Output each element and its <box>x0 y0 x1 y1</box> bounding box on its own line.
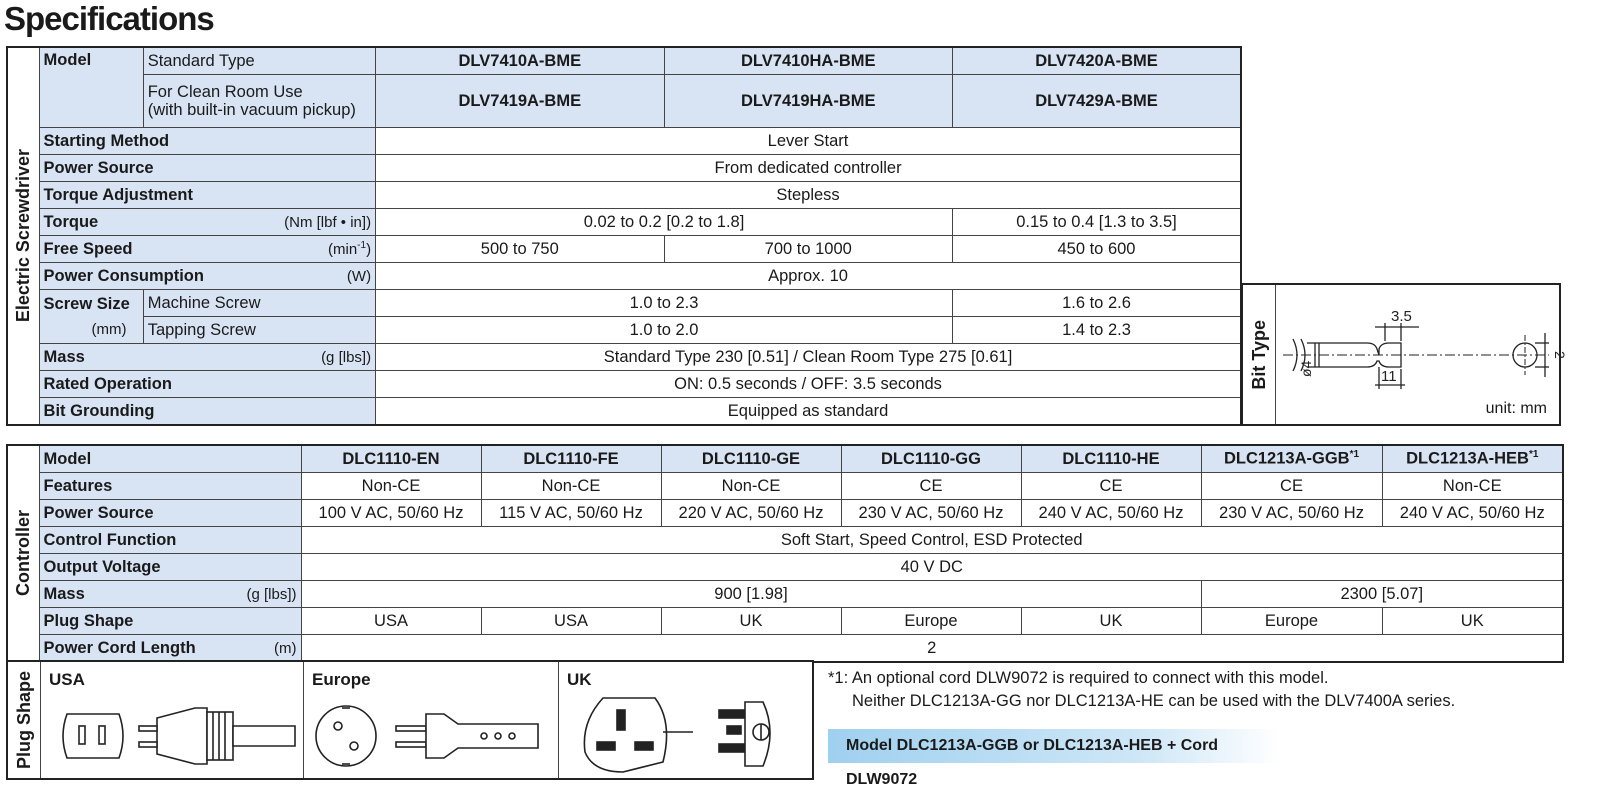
mass-label: Mass (g [lbs]) <box>39 344 376 371</box>
control-function-value: Soft Start, Speed Control, ESD Protected <box>301 527 1563 554</box>
screwdriver-side-label: Electric Screwdriver <box>7 47 39 425</box>
torque-value-b: 0.15 to 0.4 [1.3 to 3.5] <box>952 209 1241 236</box>
controller-model-label: Model <box>39 445 301 473</box>
tapping-screw-value-a: 1.0 to 2.0 <box>376 317 953 344</box>
bit-dim-3-5: 3.5 <box>1391 308 1412 325</box>
torque-label: Torque (Nm [lbf • in]) <box>39 209 376 236</box>
power-source-2: 115 V AC, 50/60 Hz <box>481 500 661 527</box>
plug-uk-cell <box>559 662 812 778</box>
clean-model-1: DLV7419A-BME <box>376 75 664 128</box>
standard-model-2: DLV7410HA-BME <box>664 47 952 75</box>
torque-adjustment-value: Stepless <box>376 182 1241 209</box>
plug-shape-4: Europe <box>841 608 1021 635</box>
controller-mass-label: Mass (g [lbs]) <box>39 581 301 608</box>
uk-plug-icon <box>563 692 803 776</box>
page-title: Specifications <box>4 0 214 37</box>
feature-6: CE <box>1201 473 1382 500</box>
model-label: Model <box>39 47 143 128</box>
feature-3: Non-CE <box>661 473 841 500</box>
controller-model-7: DLC1213A-HEB$^{*1}$ <box>1382 445 1563 473</box>
power-source-3: 220 V AC, 50/60 Hz <box>661 500 841 527</box>
plug-shape-7: UK <box>1382 608 1563 635</box>
power-consumption-value: Approx. 10 <box>376 263 1241 290</box>
mass-value: Standard Type 230 [0.51] / Clean Room Type 275 [0.61] <box>376 344 1241 371</box>
clean-room-label: For Clean Room Use (with built-in vacuum pickup) <box>143 75 375 128</box>
plug-shape-box <box>6 660 814 780</box>
starting-method-label: Starting Method <box>39 128 376 155</box>
bit-type-drawing <box>1279 297 1568 407</box>
plug-europe-name: Europe <box>312 670 371 689</box>
power-source-5: 240 V AC, 50/60 Hz <box>1021 500 1201 527</box>
output-voltage-label: Output Voltage <box>39 554 301 581</box>
plug-shape-5: UK <box>1021 608 1201 635</box>
bit-grounding-label: Bit Grounding <box>39 398 376 426</box>
plug-usa-name: USA <box>49 670 85 689</box>
controller-side-label: Controller <box>7 445 39 662</box>
controller-model-2: DLC1110-FE <box>481 445 661 473</box>
plug-shape-6: Europe <box>1201 608 1382 635</box>
screwdriver-spec-table <box>6 46 1242 426</box>
power-consumption-label: Power Consumption (W) <box>39 263 376 290</box>
free-speed-value-2: 700 to 1000 <box>664 236 952 263</box>
bit-type-label: Bit Type <box>1243 285 1276 424</box>
feature-7: Non-CE <box>1382 473 1563 500</box>
controller-power-source-label: Power Source <box>39 500 301 527</box>
controller-mass-a: 900 [1.98] <box>301 581 1201 608</box>
rated-operation-label: Rated Operation <box>39 371 376 398</box>
plug-shape-side-label: Plug Shape <box>8 662 41 778</box>
free-speed-unit: $(\min^{-1})$ <box>328 240 372 258</box>
machine-screw-label: Machine Screw <box>143 290 375 317</box>
control-function-label: Control Function <box>39 527 301 554</box>
cord-length-value: 2 <box>301 635 1563 663</box>
machine-screw-value-b: 1.6 to 2.6 <box>952 290 1241 317</box>
plug-uk-name: UK <box>567 670 592 689</box>
feature-5: CE <box>1021 473 1201 500</box>
bit-type-box <box>1241 283 1568 426</box>
machine-screw-value-a: 1.0 to 2.3 <box>376 290 953 317</box>
plug-shape-row-label: Plug Shape <box>39 608 301 635</box>
feature-1: Non-CE <box>301 473 481 500</box>
controller-model-5: DLC1110-HE <box>1021 445 1201 473</box>
europe-plug-icon <box>308 696 552 776</box>
starting-method-value: Lever Start <box>376 128 1241 155</box>
power-source-4: 230 V AC, 50/60 Hz <box>841 500 1021 527</box>
plug-usa-cell <box>41 662 304 778</box>
clean-model-2: DLV7419HA-BME <box>664 75 952 128</box>
bit-dim-2: 2 <box>1552 351 1568 359</box>
tapping-screw-label: Tapping Screw <box>143 317 375 344</box>
bit-dim-11: 11 <box>1381 368 1397 385</box>
plug-shape-2: USA <box>481 608 661 635</box>
controller-spec-table <box>6 444 1564 663</box>
controller-model-6: DLC1213A-GGB$^{*1}$ <box>1201 445 1382 473</box>
feature-4: CE <box>841 473 1021 500</box>
power-source-7: 240 V AC, 50/60 Hz <box>1382 500 1563 527</box>
rated-operation-value: ON: 0.5 seconds / OFF: 3.5 seconds <box>376 371 1241 398</box>
standard-type-label: Standard Type <box>143 47 375 75</box>
free-speed-value-1: 500 to 750 <box>376 236 664 263</box>
clean-model-3: DLV7429A-BME <box>952 75 1241 128</box>
features-label: Features <box>39 473 301 500</box>
output-voltage-value: 40 V DC <box>301 554 1563 581</box>
plug-shape-1: USA <box>301 608 481 635</box>
tapping-screw-value-b: 1.4 to 2.3 <box>952 317 1241 344</box>
free-speed-label: Free Speed $(\min^{-1})$ <box>39 236 376 263</box>
plug-shape-3: UK <box>661 608 841 635</box>
power-source-6: 230 V AC, 50/60 Hz <box>1201 500 1382 527</box>
standard-model-1: DLV7410A-BME <box>376 47 664 75</box>
power-source-1: 100 V AC, 50/60 Hz <box>301 500 481 527</box>
cord-banner: Model DLC1213A-GGB or DLC1213A-HEB + Cord DLW9072 <box>828 729 1280 763</box>
bit-type-unit: unit: mm <box>1485 400 1547 417</box>
power-source-value: From dedicated controller <box>376 155 1241 182</box>
controller-model-4: DLC1110-GG <box>841 445 1021 473</box>
controller-model-3: DLC1110-GE <box>661 445 841 473</box>
bit-grounding-value: Equipped as standard <box>376 398 1241 426</box>
controller-model-1: DLC1110-EN <box>301 445 481 473</box>
footnote-line-1: *1: An optional cord DLW9072 is required to connect with this model. <box>828 669 1329 687</box>
cord-length-label: Power Cord Length (m) <box>39 635 301 663</box>
screw-size-label: Screw Size (mm) <box>39 290 143 344</box>
footnote-line-2: Neither DLC1213A-GG nor DLC1213A-HE can be used with the DLV7400A series. <box>852 692 1456 710</box>
plug-europe-cell <box>304 662 559 778</box>
free-speed-value-3: 450 to 600 <box>952 236 1241 263</box>
power-source-label: Power Source <box>39 155 376 182</box>
bit-dim-phi4: ø4 <box>1298 360 1314 377</box>
feature-2: Non-CE <box>481 473 661 500</box>
controller-mass-b: 2300 [5.07] <box>1201 581 1563 608</box>
torque-value-a: 0.02 to 0.2 [0.2 to 1.8] <box>376 209 953 236</box>
torque-unit: (Nm [lbf • in]) <box>284 213 372 231</box>
usa-plug-icon <box>47 696 297 776</box>
standard-model-3: DLV7420A-BME <box>952 47 1241 75</box>
torque-adjustment-label: Torque Adjustment <box>39 182 376 209</box>
